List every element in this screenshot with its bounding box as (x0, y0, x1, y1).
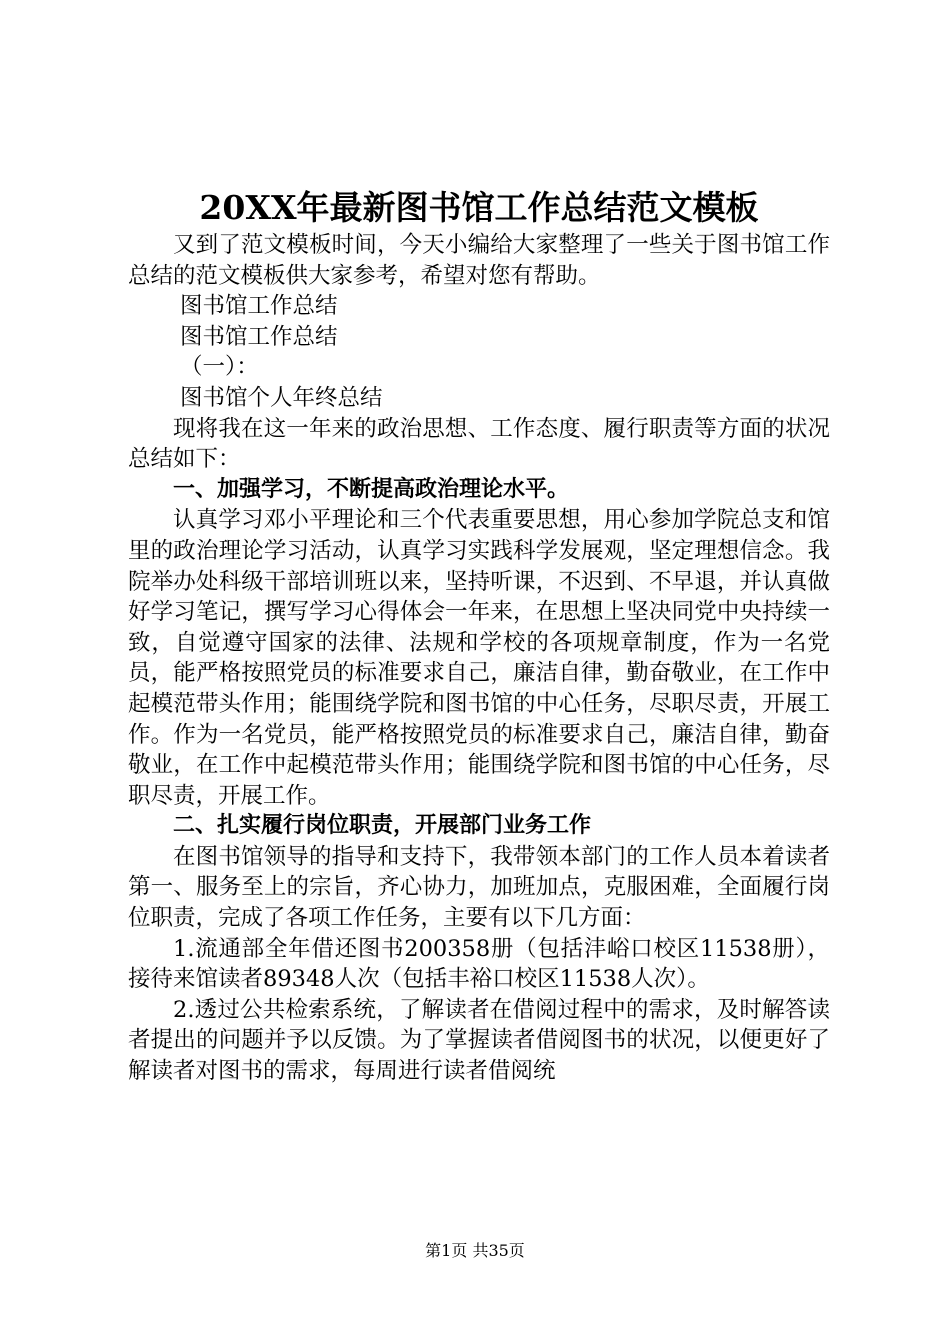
document-page (128, 186, 830, 1087)
list-item: 2.透过公共检索系统，了解读者在借阅过程中的需求，及时解答读者提出的问题并予以反馈。为了掌握读者借阅图书的状况，以便更好了解读者对图书的需求，每周进行读者借阅统 (128, 996, 830, 1085)
intro-paragraph: 又到了范文模板时间，今天小编给大家整理了一些关于图书馆工作总结的范文模板供大家参考，希望对您有帮助。 (128, 232, 830, 289)
subtitle-line: 图书馆工作总结 (180, 293, 338, 320)
subtitle-line: 图书馆工作总结 (180, 323, 338, 350)
list-item: 1.流通部全年借还图书200358册（包括沣峪口校区11538册），接待来馆读者89348人次（包括丰裕口校区11538人次）。 (128, 935, 830, 993)
document-title: 20XX年最新图书馆工作总结范文模板 (199, 188, 759, 227)
body-paragraph: 在图书馆领导的指导和支持下，我带领本部门的工作人员本着读者第一、服务至上的宗旨，齐心协力，加班加点，克服困难，全面履行岗位职责，完成了各项工作任务，主要有以下几方面： (128, 843, 830, 932)
body-paragraph: 认真学习邓小平理论和三个代表重要思想，用心参加学院总支和馆里的政治理论学习活动，认真学习实践科学发展观，坚定理想信念。我院举办处科级干部培训班以来，坚持听课，不迟到、不早退，并认真做好学习笔记，撰写学习心得体会一年来，在思想上坚决同党中央持续一致，自觉遵守国家的法律、法规和学校的各项规章制度，作为一名党员，能严格按照党员的标准要求自己，廉洁自律，勤奋敬业，在工作中起模范带头作用；能围绕学院和图书馆的中心任务，尽职尽责，开展工作。作为一名党员，能严格按照党员的标准要求自己，廉洁自律，勤奋敬业，在工作中起模范带头作用；能围绕学院和图书馆的中心任务，尽职尽责，开展工作。 (128, 507, 830, 809)
heading-2: 二、扎实履行岗位职责，开展部门业务工作 (173, 813, 592, 839)
section-number: （一）： (180, 354, 259, 381)
body-paragraph: 现将我在这一年来的政治思想、工作态度、履行职责等方面的状况总结如下： (128, 415, 830, 473)
page-footer: 第1页 共35页 (425, 1241, 525, 1260)
section-title: 图书馆个人年终总结 (180, 384, 383, 411)
heading-1: 一、加强学习，不断提高政治理论水平。 (173, 476, 570, 502)
